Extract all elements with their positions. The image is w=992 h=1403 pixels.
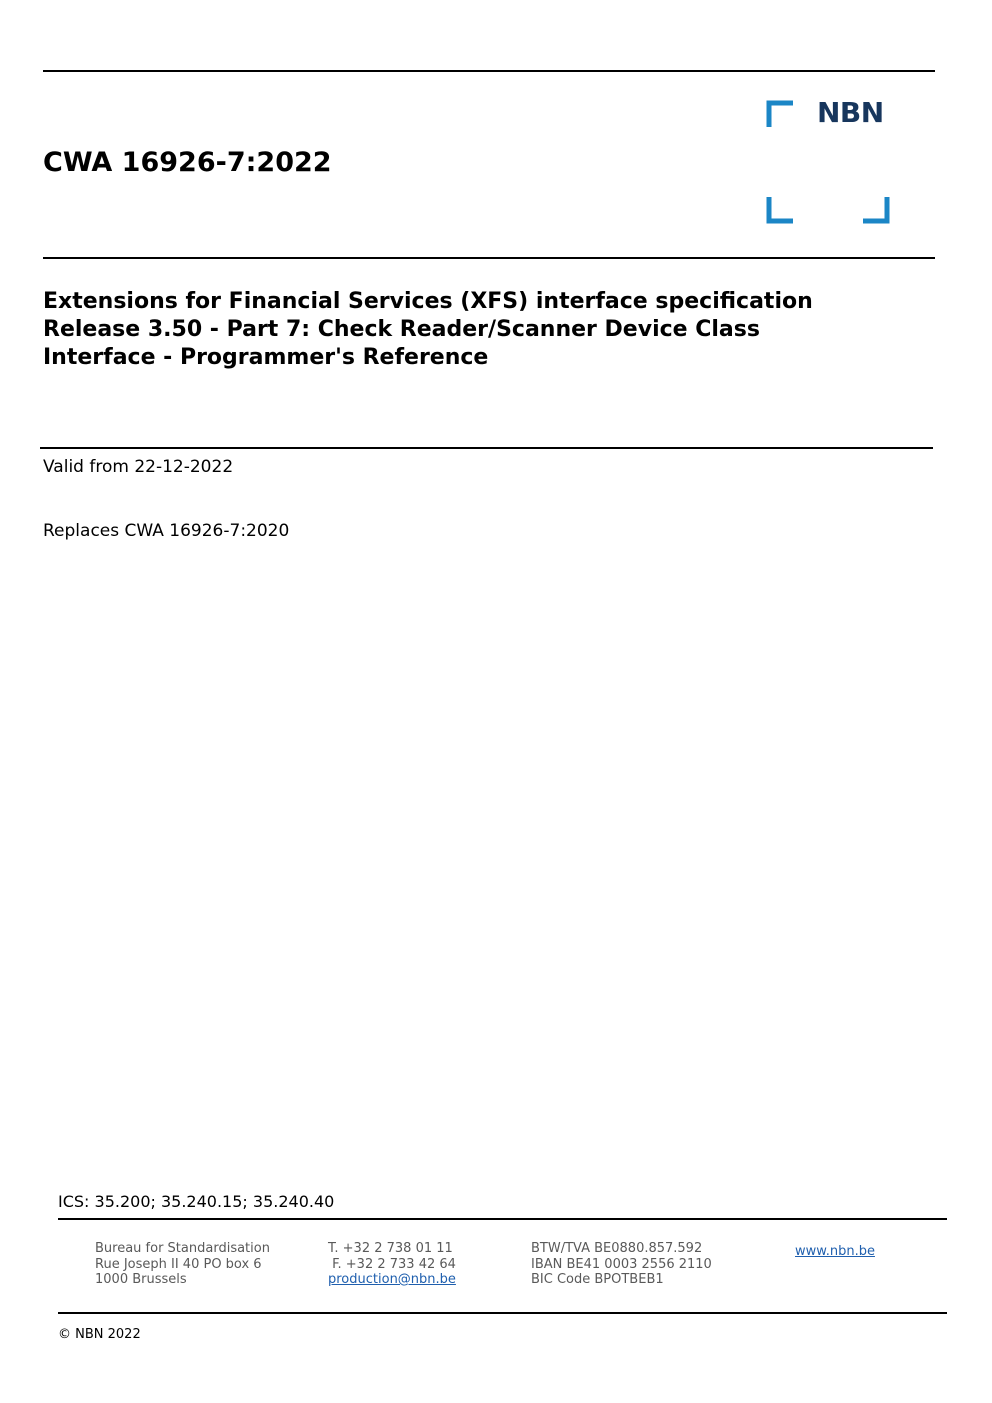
footer-website [795,1244,875,1260]
header-divider [43,257,935,259]
bic-code: BIC Code BPOTBEB1 [531,1272,664,1287]
address-line: 1000 Brussels [95,1272,187,1287]
top-divider [43,70,935,72]
website-link[interactable]: www.nbn.be [795,1244,875,1259]
footer-bank-details [531,1241,712,1288]
title-line: Interface - Programmer's Reference [43,345,489,370]
logo-text: NBN [817,96,884,129]
document-code: CWA 16926-7:2022 [43,147,332,178]
address-line: Bureau for Standardisation [95,1241,270,1256]
title-divider [40,447,933,449]
footer-bottom-divider [58,1312,947,1314]
fax-number: F. +32 2 733 42 64 [328,1256,456,1272]
replaces-note: Replaces CWA 16926-7:2020 [43,521,290,541]
phone-number: T. +32 2 738 01 11 [328,1241,453,1256]
iban: IBAN BE41 0003 2556 2110 [531,1256,712,1272]
title-line: Release 3.50 - Part 7: Check Reader/Scanner Device Class [43,317,760,342]
footer-address [95,1241,270,1288]
valid-from: Valid from 22-12-2022 [43,457,234,477]
document-title [43,288,933,372]
footer-top-divider [58,1218,947,1220]
footer-contact [328,1241,456,1288]
copyright-notice: © NBN 2022 [58,1327,141,1342]
title-line: Extensions for Financial Services (XFS) interface specification [43,289,813,314]
ics-codes: ICS: 35.200; 35.240.15; 35.240.40 [58,1192,335,1211]
vat-number: BTW/TVA BE0880.857.592 [531,1241,703,1256]
address-line: Rue Joseph II 40 PO box 6 [95,1256,262,1272]
email-link[interactable]: production@nbn.be [328,1272,456,1287]
